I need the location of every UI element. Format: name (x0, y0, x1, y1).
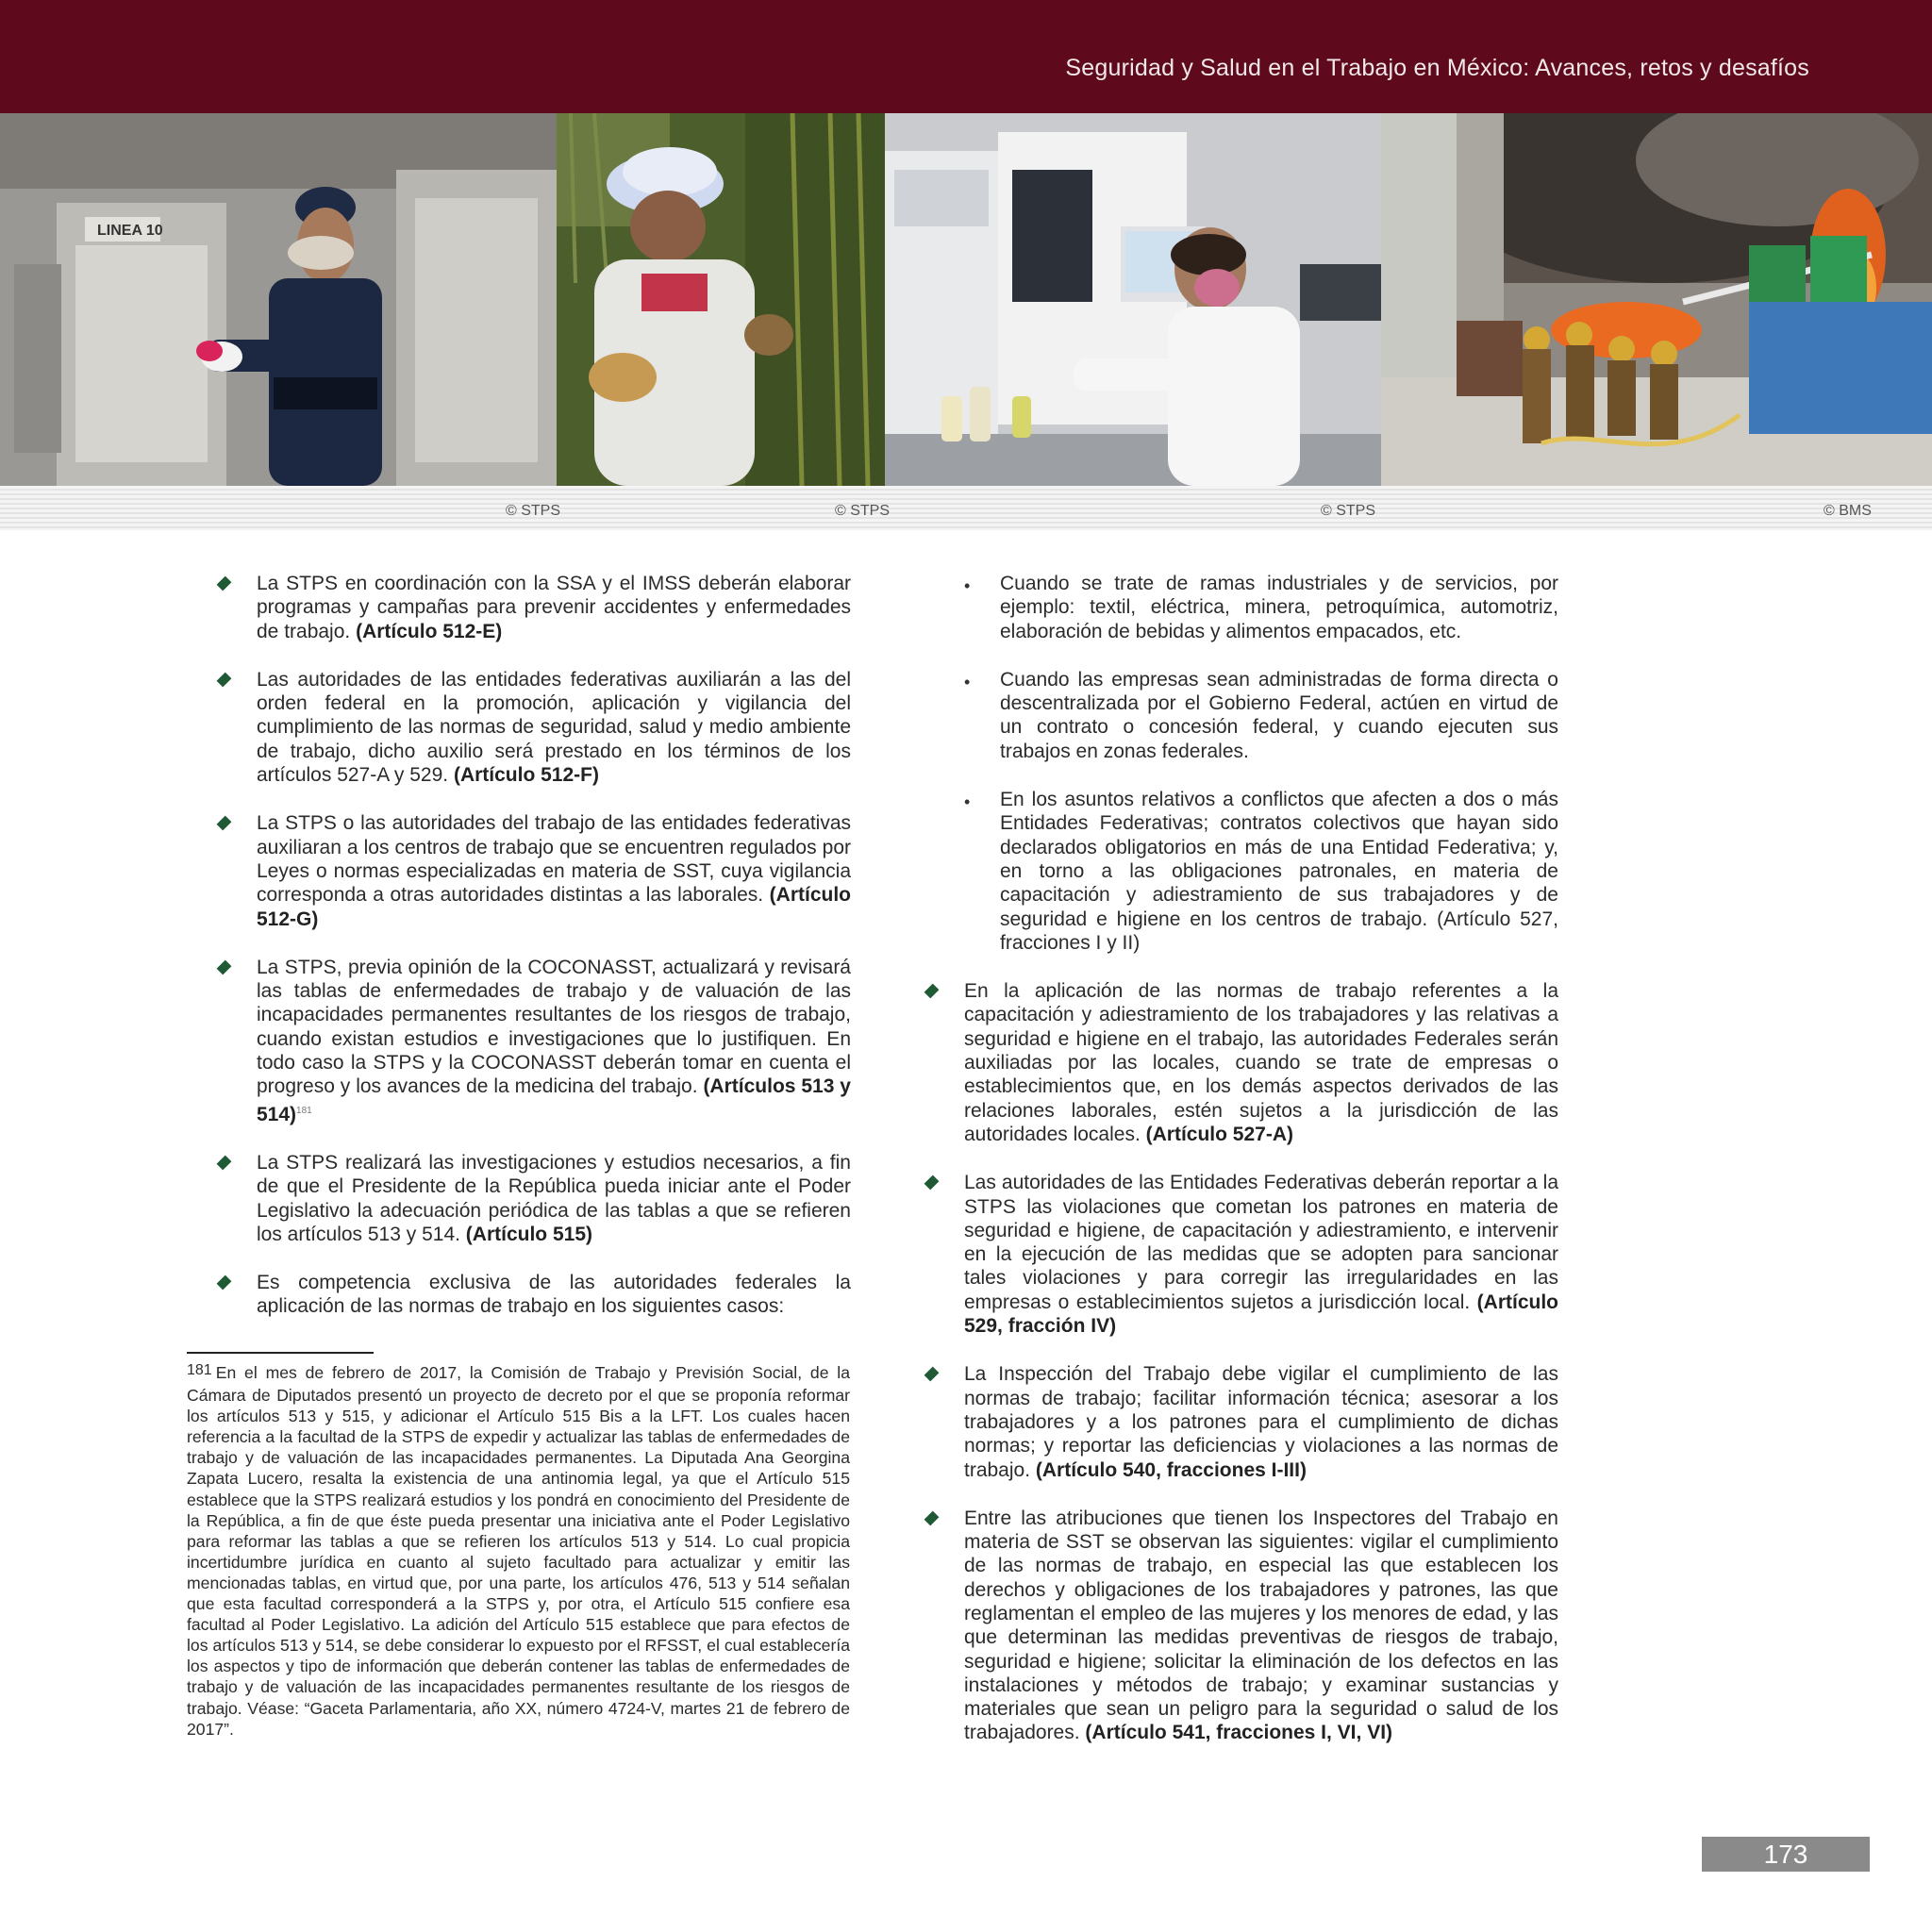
diamond-bullet-icon (217, 1275, 232, 1291)
sub-list-item: • Cuando se trate de ramas industriales y de servicios, por ejemplo: textil, eléctrica, minera, petroquímica, automotriz, elaboración de bebidas y alimentos empacados, etc. (964, 573, 1558, 642)
footnote (187, 1362, 850, 1740)
list-item: La STPS realizará las investigaciones y estudios necesarios, a fin de que el Presidente de la República pueda iniciar ante el Poder Legislativo la adecuación periódica de las tablas a que se refieren los artículos 513 y 514. (Artículo 515) (257, 1151, 851, 1246)
list-item: La Inspección del Trabajo debe vigilar el cumplimiento de las normas de trabajo; facilitar información técnica; asesorar a los trabajadores y a los patrones para el cumplimiento de dichas normas; y reportar las deficiencias y violaciones a las normas de trabajo. (Artículo 540, fracciones I-III) (964, 1362, 1558, 1481)
list-item: Entre las atribuciones que tienen los Inspectores del Trabajo en materia de SST se observan las siguientes: vigilar el cumplimiento de las normas de trabajo, en especial las que establecen los derechos y obligaciones de los trabajadores y patrones, las que reglamentan el empleo de las mujeres y los menores de edad, y las que determinan las medidas preventivas de riesgos de trabajo, seguridad e higiene; solicitar la eliminación de los defectos en las instalaciones y métodos de trabajo; y examinar sustancias y materiales que sean un peligro para la seguridad o salud de los trabajadores. (Artículo 541, fracciones I, VI, VI) (964, 1507, 1558, 1745)
diamond-bullet-icon (217, 1156, 232, 1171)
photo-sign-label: LINEA 10 (97, 223, 163, 239)
diamond-bullet-icon (924, 984, 940, 999)
dot-bullet-icon: • (964, 672, 971, 691)
footnote-number: 181 (187, 1362, 212, 1378)
photo-strip (0, 113, 1932, 486)
list-item: Es competencia exclusiva de las autoridades federales la aplicación de las normas de trabajo en los siguientes casos: (257, 1271, 851, 1319)
diamond-bullet-icon (924, 1510, 940, 1525)
list-item: La STPS, previa opinión de la COCONASST, actualizará y revisará las tablas de enfermedades de trabajo y de valuación de las incapacidades permanentes resultantes de los riesgos de trabajo, cuando existan estudios e investigaciones que lo justifiquen. En todo caso la STPS y la COCONASST deberán tomar en cuenta el progreso y los avances de la medicina del trabajo. (Artículos 513 y 514)$^{181}$ (257, 956, 851, 1126)
photo-credit: © BMS (1824, 503, 1872, 519)
dot-bullet-icon: • (964, 576, 971, 595)
page-number: 173 (1702, 1837, 1870, 1872)
list-item: Las autoridades de las entidades federativas auxiliarán a las del orden federal en la promoción, aplicación y vigilancia del cumplimiento de las normas de seguridad, salud y medio ambiente de trabajo, dicho auxilio será prestado en los términos de los artículos 527-A y 529. (Artículo 512-F) (257, 668, 851, 787)
photo-credit-band (0, 486, 1932, 530)
footnote-text: En el mes de febrero de 2017, la Comisión de Trabajo y Previsión Social, de la Cámara de Diputados presentó un proyecto de decreto por el que se proponía reformar los artículos 513 y 515, y adicionar el Artículo 515 Bis a la LFT. Los cuales hacen referencia a la facultad de la STPS de expedir y actualizar las tablas de enfermedades de trabajo y de valuación de las incapacidades permanentes. La Diputada Ana Georgina Zapata Lucero, resalta la existencia de una antinomia legal, ya que el Artículo 515 establece que la STPS realizará estudios y los pondrá en conocimiento del Presidente de la República, a fin de que éste pueda presentar una iniciativa ante el Poder Legislativo para reformar las tablas a que se refieren los artículos 513 y 514. Lo cual propicia incertidumbre jurídica en cuanto al sujeto facultado para actualizar y emitir las mencionadas tablas, en virtud que, por una parte, los artículos 476, 513 y 514 señalan que esta facultad corresponderá a la STPS y, por otra, el Artículo 515 confiere esa facultad al Poder Legislativo. La adición del Artículo 515 establece que para efectos de los artículos 513 y 514, se debe considerar lo expuesto por el RFSST, el cual establecería los aspectos y tipo de información que deberán contener las tablas de enfermedades de trabajo y de valuación de las incapacidades permanentes resultante de los riesgos de trabajo. Véase: “Gaceta Parlamentaria, año XX, número 4724-V, martes 21 de febrero de 2017”. (187, 1363, 850, 1739)
photo-credit: © STPS (1321, 503, 1376, 519)
diamond-bullet-icon (924, 1175, 940, 1191)
diamond-bullet-icon (217, 959, 232, 974)
left-column (257, 572, 851, 1319)
list-item: En la aplicación de las normas de trabajo referentes a la capacitación y adiestramiento de los trabajadores y las relativas a seguridad e higiene en el trabajo, las autoridades Federales serán auxiliadas por las locales, cuando se trate de empresas o establecimientos que, en los demás aspectos derivados de las relaciones laborales, estén sujetos a la jurisdicción de las autoridades locales. (Artículo 527-A) (964, 979, 1558, 1146)
dot-bullet-icon: • (964, 792, 971, 812)
diamond-bullet-icon (217, 672, 232, 687)
photo-firefighters (1381, 113, 1932, 486)
photo-credit: © STPS (506, 503, 561, 519)
publication-title: Seguridad y Salud en el Trabajo en México: Avances, retos y desafíos (1065, 55, 1809, 81)
list-item: La STPS en coordinación con la SSA y el IMSS deberán elaborar programas y campañas para prevenir accidentes y enfermedades de trabajo. (Artículo 512-E) (257, 572, 851, 643)
diamond-bullet-icon (217, 816, 232, 831)
list-item: Las autoridades de las Entidades Federativas deberán reportar a la STPS las violaciones que cometan los patrones en materia de seguridad e higiene, de capacitación y adiestramiento, e intervenir en la ejecución de las medidas que se adopten para sancionar tales violaciones y para corregir las irregularidades en las empresas o establecimientos sujetos a jurisdicción local. (Artículo 529, fracción IV) (964, 1171, 1558, 1338)
photo-credit: © STPS (835, 503, 891, 519)
diamond-bullet-icon (217, 576, 232, 591)
photo-factory-worker (0, 113, 557, 486)
diamond-bullet-icon (924, 1367, 940, 1382)
right-column (964, 572, 1558, 1745)
footnote-divider (187, 1352, 374, 1354)
sub-list-item: • En los asuntos relativos a conflictos que afecten a dos o más Entidades Federativas; contratos colectivos que hayan sido declarados obligatorios en más de una Entidad Federativa; y, en torno a las obligaciones patronales, en materia de capacitación y adiestramiento de sus trabajadores y de seguridad e higiene en los centros de trabajo. (Artículo 527, fracciones I y II) (964, 789, 1558, 954)
footnote-reference[interactable]: 181 (296, 1105, 312, 1116)
sub-list-item: • Cuando las empresas sean administradas de forma directa o descentralizada por el Gobierno Federal, actúen en virtud de un contrato o concesión federal, y cuando ejecuten sus trabajos en zonas federales. (964, 668, 1558, 762)
photo-field-worker (557, 113, 885, 486)
photo-laboratory (885, 113, 1381, 486)
header-band (0, 0, 1932, 113)
list-item: La STPS o las autoridades del trabajo de las entidades federativas auxiliaran a los centros de trabajo que se encuentren regulados por Leyes o normas especializadas en materia de SST, cuya vigilancia corresponda a otras autoridades distintas a las laborales. (Artículo 512-G) (257, 811, 851, 930)
